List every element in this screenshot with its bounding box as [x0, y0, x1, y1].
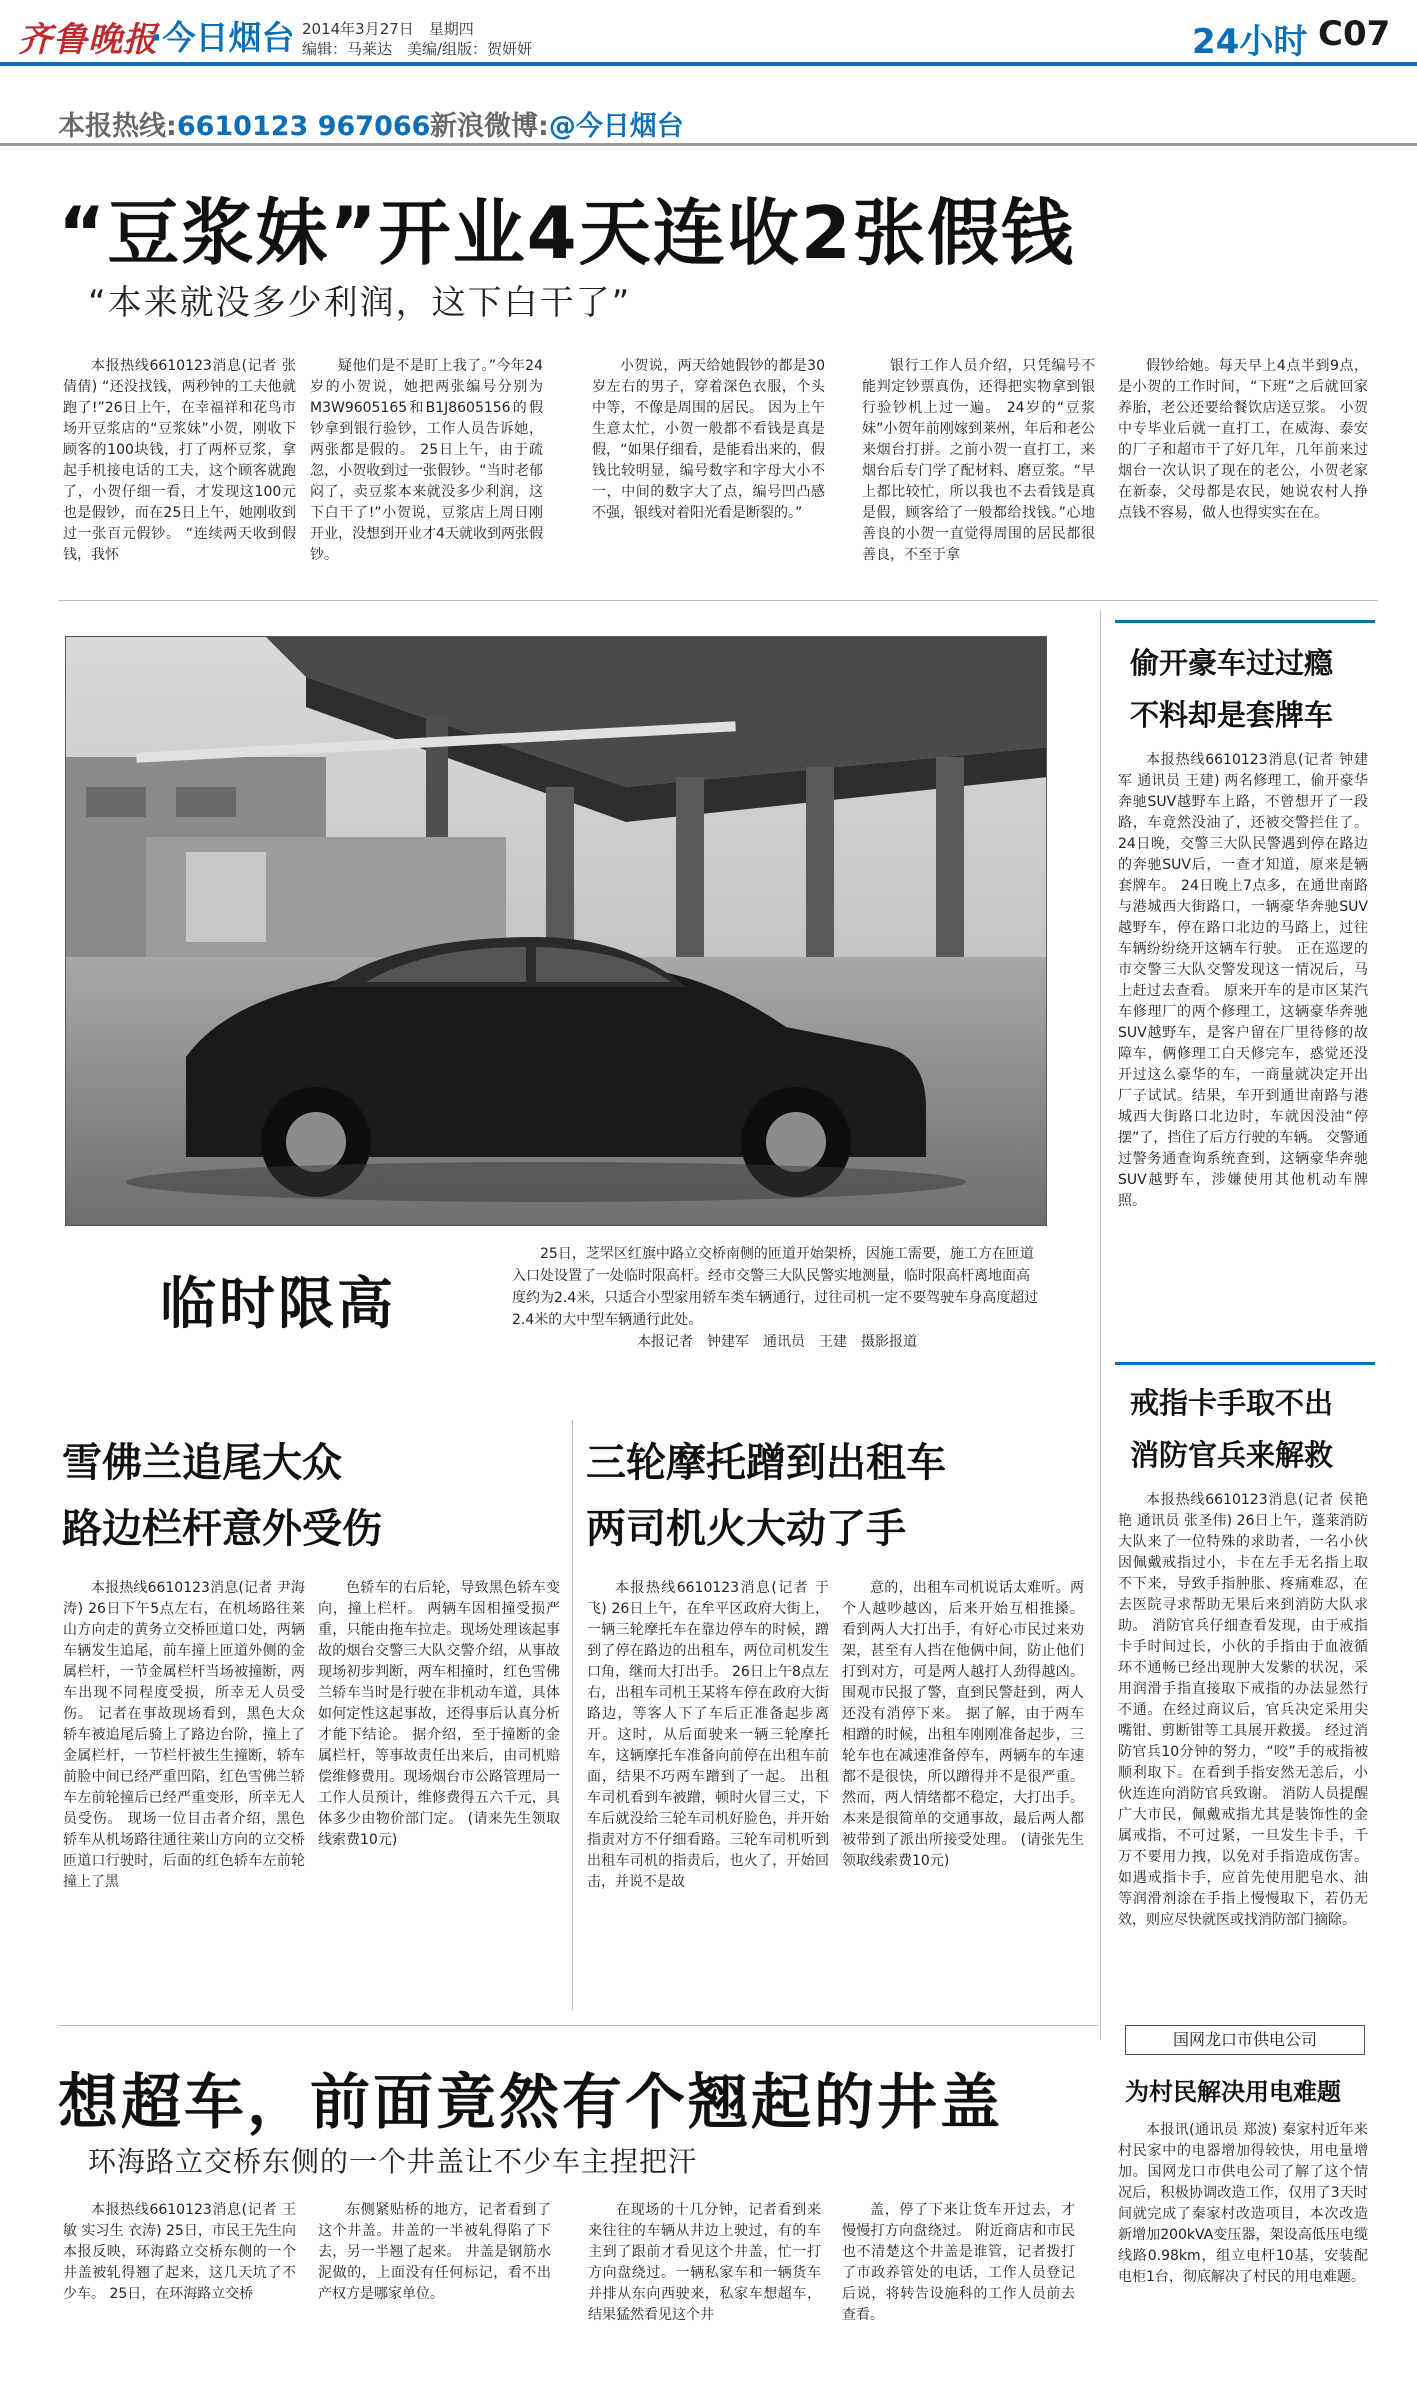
side-story-2-headline-line-2: 消防官兵来解救 — [1130, 1438, 1334, 1472]
lead-subhead: “本来就没多少利润，这下白干了” — [88, 283, 632, 323]
lead-column-5: 假钞给她。每天早上4点半到9点，是小贺的工作时间，“下班”之后就回家养胎，老公还要给餐饮店送豆浆。 小贺中专毕业后就一直打工，在威海、泰安的厂子和超市干了好几年，几年前来过烟台一次认识了现在的老公，小贺老家在新泰，父母都是农民，她说农村人挣点钱不容易，做人也得实实在在。 — [1118, 358, 1368, 521]
column-divider — [572, 1420, 573, 2010]
lead-headline: “豆浆妹”开业4天连收2张假钱 — [58, 191, 1075, 275]
hotline-numbers: 6610123 967066 — [176, 111, 431, 142]
masthead-rule — [0, 62, 1417, 66]
bottom-story-headline: 想超车，前面竟然有个翘起的井盖 — [58, 2068, 1003, 2138]
editor-credits: 编辑：马莱达 美编/组版：贺妍妍 — [302, 40, 533, 58]
bottom-story-column-2: 东侧紧贴桥的地方，记者看到了这个井盖。井盖的一半被轧得陷了下去，另一半翘了起来。 井盖是钢筋水泥做的，上面没有任何标记，看不出产权方是哪家单位。 — [318, 2202, 551, 2302]
news-photo-car-height-barrier — [65, 636, 1047, 1226]
story-a-headline-line-2: 路边栏杆意外受伤 — [62, 1506, 382, 1552]
lead-column-4: 银行工作人员介绍，只凭编号不能判定钞票真伪，还得把实物拿到银行验钞机上过一遍。 24岁的“豆浆妹”小贺年前刚嫁到莱州，年后和老公来烟台打拼。之前小贺一直打工，来烟台后专门学了配材料、磨豆浆。“早上都比较忙，所以我也不去看钱是真是假，顾客给了一般都给找钱。”心地善良的小贺一直觉得周围的居民都很善良，不至于拿 — [862, 358, 1095, 563]
side-story-1-rule — [1115, 620, 1375, 623]
side-story-2-rule — [1115, 1362, 1375, 1365]
photo-illustration — [66, 637, 1047, 1226]
bottom-story-column-3: 在现场的十几分钟，记者看到来来往往的车辆从井边上驶过，有的车主到了跟前才看见这个井盖，忙一打方向盘绕过。一辆私家车和一辆货车并排从东向西驶来，私家车想超车，结果猛然看见这个井 — [588, 2202, 821, 2323]
hotline — [58, 104, 430, 143]
story-b-column-1: 本报热线6610123消息(记者 于飞) 26日上午，在牟平区政府大街上，一辆三轮摩托车在靠边停车的时候，蹭到了停在路边的出租车，两位司机发生口角，继而大打出手。 26日上午8点左右，出租车司机王某将车停在政府大街路边，等客人下了车后正准备起步离开。这时，从后面驶来一辆三轮摩托车，这辆摩托车准备向前停在出租车前面，结果不巧两车蹭到了一起。 出租车司机看到车被蹭，顿时火冒三丈，下车后就没给三轮车司机好脸色，并开始指责对方不仔细看路。三轮车司机听到出租车司机的指责后，也火了，开始回击，并说不是故 — [587, 1580, 829, 1890]
section-title: ·今日烟台 — [150, 18, 295, 57]
story-b-headline-line-1: 三轮摩托蹭到出租车 — [586, 1440, 946, 1486]
company-story-body: 本报讯(通讯员 郑波) 秦家村近年来村民家中的电器增加得较快，用电量增加。国网龙口市供电公司了解了这个情况后，积极协调改造工作，仅用了3天时间就完成了秦家村改造项目，本次改造新增加200kVA变压器，架设高低压电缆线路0.98km，组立电杆10基，安装配电柜1台，彻底解决了村民的用电难题。 — [1118, 2122, 1368, 2285]
divider — [58, 2025, 1098, 2026]
story-a-headline-line-1: 雪佛兰追尾大众 — [62, 1440, 342, 1486]
side-story-1-headline-line-2: 不料却是套牌车 — [1130, 698, 1334, 732]
photo-credit: 本报记者 钟建军 通讯员 王建 摄影报道 — [637, 1334, 917, 1350]
newspaper-brand-logo: 齐鲁晚报 — [18, 20, 158, 60]
photo-caption — [512, 1243, 1042, 1353]
company-name-box: 国网龙口市供电公司 — [1125, 2025, 1365, 2055]
side-story-1-body: 本报热线6610123消息(记者 钟建军 通讯员 王建) 两名修理工，偷开豪华奔驰SUV越野车上路，不曾想开了一段路，车竟然没油了，还被交警拦住了。24日晚，交警三大队民警遇到停在路边的奔驰SUV后，一查才知道，原来是辆套牌车。 24日晚上7点多，在通世南路与港城西大街路口，一辆豪华奔驰SUV越野车，停在路口北边的马路上，过往车辆纷纷绕开这辆车行驶。 正在巡逻的市交警三大队交警发现这一情况后，马上赶过去查看。 原来开车的是市区某汽车修理厂的两个修理工，这辆豪华奔驰SUV越野车，是客户留在厂里待修的故障车，俩修理工白天修完车，惑觉还没开过这么豪华的车，一商量就决定开出厂子试试。结果，车开到通世南路与港城西大街路口北边时，车就因没油“停摆”了，挡住了后方行驶的车辆。 交警通过警务通查询系统查到，这辆豪华奔驰SUV越野车，涉嫌使用其他机动车牌照。 — [1118, 752, 1368, 1209]
bottom-story-subhead: 环海路立交桥东侧的一个井盖让不少车主捏把汗 — [88, 2145, 698, 2178]
story-b-column-2: 意的，出租车司机说话太难听。两个人越吵越凶，后来开始互相推搡。 看到两人大打出手，有好心市民过来劝架，甚至有人挡在他俩中间，防止他们打到对方，可是两人越打人劲得越凶。围观市民报了警，直到民警赶到，两人还没有消停下来。 据了解，由于两车相蹭的时候，出租车刚刚准备起步，三轮车也在减速准备停车，两辆车的车速都不是很快，所以蹭得并不是很严重。然而，两人情绪都不稳定，大打出手。本来是很简单的交通事故，最后两人都被带到了派出所接受处理。 (请张先生领取线索费10元) — [842, 1580, 1084, 1869]
divider — [58, 600, 1378, 601]
hotline-label: 本报热线: — [58, 111, 177, 142]
column-divider — [1100, 610, 1101, 2040]
weibo-handle: @今日烟台 — [548, 111, 684, 142]
weibo — [430, 104, 684, 143]
company-story-headline: 为村民解决用电难题 — [1125, 2078, 1341, 2106]
side-story-2-headline-line-1: 戒指卡手取不出 — [1130, 1386, 1334, 1420]
lead-column-1: 本报热线6610123消息(记者 张倩倩) “还没找钱，两秒钟的工夫他就跑了!”26日上午，在幸福祥和花鸟市场开豆浆店的“豆浆妹”小贺，刚收下顾客的100块钱，打了两杯豆浆，拿起手机接电话的工夫，这个顾客就跑了，小贺仔细一看，才发现这100元也是假钞，而在25日上午，她刚收到过一张百元假钞。 “连续两天收到假钱，我怀 — [63, 358, 296, 563]
side-story-2-body: 本报热线6610123消息(记者 侯艳艳 通讯员 张圣伟) 26日上午，蓬莱消防大队来了一位特殊的求助者，一名小伙因佩戴戒指过小，卡在左手无名指上取不下来，导致手指肿胀、疼痛难忍，在去医院寻求帮助无果后来到消防大队求助。 消防官兵仔细查看发现，由于戒指卡手时间过长，小伙的手指由于血液循环不通畅已经出现肿大发紫的状况，采用润滑手指直接取下戒指的办法显然行不通。在经过商议后，官兵决定采用尖嘴钳、剪断钳等工具展开救援。 经过消防官兵10分钟的努力，“咬”手的戒指被顺利取下。在看到手指安然无恙后，小伙连连向消防官兵致谢。 消防人员提醒广大市民，佩戴戒指尤其是装饰性的金属戒指，不可过紧，一旦发生卡手，千万不要用力拽，以免对手指造成伤害。如遇戒指卡手，应首先使用肥皂水、油等润滑剂涂在手指上慢慢取下，若仍无效，则应尽快就医或找消防部门摘除。 — [1118, 1492, 1368, 1928]
story-a-column-2: 色轿车的右后轮，导致黑色轿车变向，撞上栏杆。 两辆车因相撞受损严重，只能由拖车拉走。现场处理该起事故的烟台交警三大队交警介绍，从事故现场初步判断，两车相撞时，红色雪佛兰轿车当时是行驶在非机动车道，具体如何定性这起事故，还得事后认真分析才能下结论。 据介绍，至于撞断的金属栏杆，等事故责任出来后，由司机赔偿维修费用。现场烟台市公路管理局一工作人员预计，维修费得五六千元，具体多少由物价部门定。 (请来先生领取线索费10元) — [318, 1580, 560, 1848]
side-story-1-headline-line-1: 偷开豪车过过瘾 — [1130, 646, 1334, 680]
story-b-headline-line-2: 两司机火大动了手 — [586, 1506, 906, 1552]
bottom-story-column-4: 盖，停了下来让货车开过去，才慢慢打方向盘绕过。 附近商店和市民也不清楚这个井盖是谁管，记者拨打了市政养管处的电话，工作人员登记后说，将转告设施科的工作人员前去查看。 — [842, 2202, 1075, 2323]
photo-caption-text: 25日，芝罘区红旗中路立交桥南侧的匝道开始架桥，因施工需要，施工方在匝道入口处设置了一处临时限高杆。经市交警三大队民警实地测量，临时限高杆离地面高度约为2.4米，只适合小型家用轿车类车辆通行，过往司机一定不要驾驶车身高度超过2.4米的大中型车辆通行此处。 — [512, 1246, 1039, 1328]
bottom-story-column-1: 本报热线6610123消息(记者 王敏 实习生 衣涛) 25日，市民王先生向本报反映，环海路立交桥东侧的一个井盖被轧得翘了起来，这几天坑了不少车。 25日，在环海路立交桥 — [63, 2202, 296, 2302]
photo-story-title: 临时限高 — [160, 1272, 396, 1337]
issue-date: 2014年3月27日 星期四 — [302, 20, 474, 38]
column-label: 24小时 — [1192, 22, 1308, 62]
lead-column-2: 疑他们是不是盯上我了。”今年24岁的小贺说，她把两张编号分别为M3W9605165和B1J8605156的假钞拿到银行验钞，工作人员告诉她，两张都是假的。 25日上午，由于疏忽，小贺收到过一张假钞。“当时老郁闷了，卖豆浆本来就没多少利润，这下白干了!”小贺说，豆浆店上周日刚开业，没想到开业才4天就收到两张假钞。 — [310, 358, 543, 563]
lead-column-3: 小贺说，两天给她假钞的都是30岁左右的男子，穿着深色衣服，个头中等，不像是周围的居民。 因为上午生意太忙，小贺一般都不看钱是真是假，“如果仔细看，是能看出来的，假钱比较明显，编号数字和字母大小不一，中间的数字大了点，编号凹凸感不强，银线对着阳光看是断裂的。” — [592, 358, 825, 521]
story-a-column-1: 本报热线6610123消息(记者 尹海涛) 26日下午5点左右，在机场路往莱山方向走的黄务立交桥匝道口处，两辆车辆发生追尾，前车撞上匝道外侧的金属栏杆，一节金属栏杆当场被撞断，两车出现不同程度受损，所幸无人员受伤。 记者在事故现场看到，黑色大众轿车被追尾后骑上了路边台阶，撞上了金属栏杆，一节栏杆被生生撞断，轿车前脸中间已经严重凹陷，红色雪佛兰轿车左前轮撞后已经严重变形，所幸无人员受伤。 现场一位目击者介绍，黑色轿车从机场路往通往莱山方向的立交桥匝道口行驶时，后面的红色轿车左前轮撞上了黑 — [63, 1580, 305, 1890]
page-number: C07 — [1318, 14, 1391, 54]
weibo-label: 新浪微博: — [430, 111, 549, 142]
